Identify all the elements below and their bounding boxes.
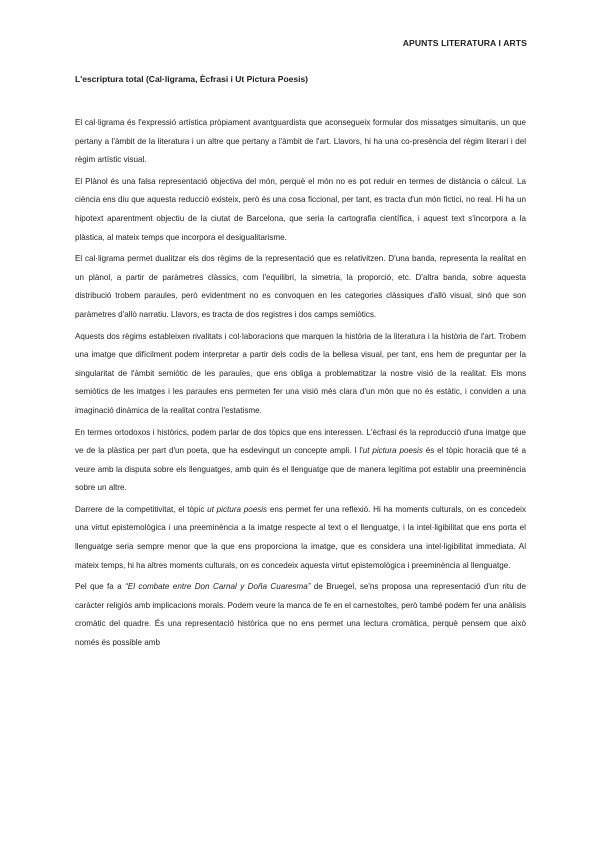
italic-term: ut pictura poesis: [207, 504, 268, 514]
text-run: és el tòpic horacià que té a veure amb la disputa sobre els llenguatges, amb quin és el llenguatge que de manera legítima pot establir una preeminència sobre un altre.: [75, 446, 526, 493]
paragraph: El Plànol és una falsa representació objectiva del món, perquè el món no es pot reduir en termes de distància o càlcul. La ciència ens diu que aquesta reducció existeix, però és una cosa ficcional, per tant, es tracta d'un món fictici, no real. Hi ha un hipotext aparentment objectiu de la ciutat de Barcelona, que seria la cartografia científica, i aquest text s'incorpora a la plàstica, al mateix temps que incorpora el desigualitarisme.: [75, 176, 526, 242]
text-run: Darrere de la competitivitat, el tòpic: [75, 504, 208, 514]
body-text: [75, 114, 526, 656]
paragraph: Aquests dos règims estableixen rivalitats i col·laboracions que marquen la història de la literatura i la història de l'art. Trobem una imatge que difícilment podem interpretar a partir dels codis de la bellesa visual, per tant, ens hem de preguntar per la singularitat de l'àmbit semiòtic de les paraules, que ens obliga a problematitzar la nostre visió de la realitat. Els mons semiòtics de les imatges i les paraules ens permeten fer una visió més clara d'un món que no és estàtic, i conviden a una imaginació dinàmica de la realitat contra l'estatisme.: [75, 331, 526, 415]
section-title: L'escriptura total (Cal·ligrama, Ècfrasi i Ut Pictura Poesis): [75, 74, 309, 84]
italic-term: ut pictura poesis: [362, 446, 423, 456]
paragraph: El cal·ligrama permet dualitzar els dos règims de la representació que es relativitzen. D'una banda, representa la realitat en un plànol, a partir de paràmetres clàssics, com l'equilibri, la simetria, la proporció, etc. D'altra banda, sobre aquesta distribució trobem paraules, però evidentment no es convoquen en les categories clàssiques d'allò visual, sinó que son paràmetres d'allò narratiu. Llavors, es tracta de dos registres i dos camps semiòtics.: [75, 254, 526, 319]
running-header: APUNTS LITERATURA I ARTS: [402, 38, 527, 48]
artwork-title: “El combate entre Don Carnal y Doña Cuaresma”: [125, 582, 311, 592]
text-run: ens permet fer una reflexió. Hi ha moments culturals, on es concedeix una virtut epistemològica i una preeminència a la imatge respecte al text o el llenguatge, i la intel·ligibilitat que ens porta el llenguatge seria sempre menor que la que ens proporciona la imatge, que es considera una intel·ligibilitat immediata. Al mateix temps, hi ha altres moments culturals, on es concedeix aquesta virtut epistemològica i preeminència al llenguatge.: [75, 504, 527, 570]
paragraph: [75, 578, 526, 652]
text-run: Pel que fa a: [75, 582, 126, 592]
paragraph: El cal·ligrama és l'expressió artística pròpiament avantguardista que aconsegueix formular dos missatges simultanis, un que pertany a l'àmbit de la literatura i un altre que pertany a l'àmbit de l'art. Llavors, hi ha una co-presència del règim literari i del règim artístic visual.: [75, 118, 526, 165]
text-run: de Bruegel, se'ns proposa una representació d'un ritu de caràcter religiós amb implicacions morals. Podem veure la manca de fe en el carnestoltes, però també podem fer una anàlisis cromàtic del quadre. És una representació històrica que no ens permet una lectura cromàtica, perquè pensem que això només és possible amb: [75, 582, 526, 648]
paragraph: [75, 501, 526, 575]
paragraph: [75, 424, 526, 498]
text-run: En termes ortodoxos i històrics, podem parlar de dos tòpics que ens interessen. L'ècfrasi és la reproducció d'una imatge que ve de la plàstica per part d'un poeta, que ha esdevingut un concepte ampli. I l': [75, 427, 526, 456]
